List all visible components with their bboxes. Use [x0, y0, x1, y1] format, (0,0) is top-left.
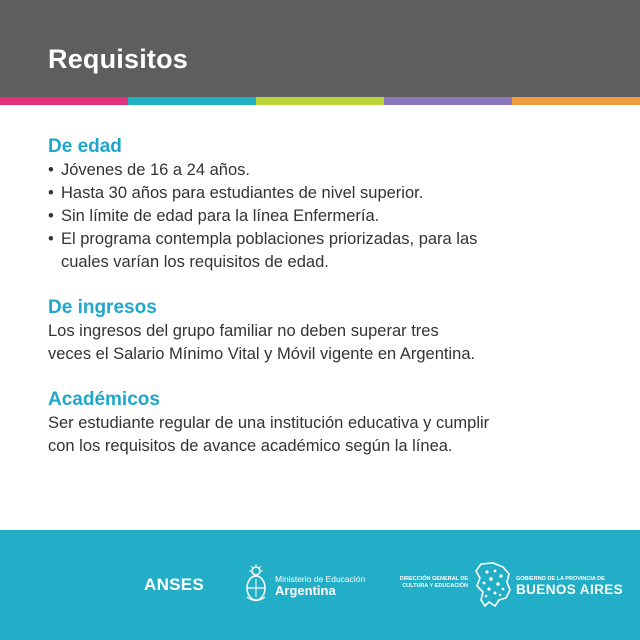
list-item-text: Jóvenes de 16 a 24 años. [61, 161, 250, 179]
section-title-edad: De edad [48, 136, 122, 157]
section-title-academicos: Académicos [48, 389, 160, 410]
requirements-content [48, 135, 608, 480]
section-text-academicos: Ser estudiante regular de una institución educativa y cumplir con los requisitos de avance académico según la línea. [48, 414, 490, 455]
list-item [48, 205, 608, 228]
direccion-general-logo [393, 576, 468, 590]
buenos-aires-map-icon [473, 562, 511, 608]
stripe-segment-lime [256, 97, 384, 105]
stripe-segment-orange [512, 97, 640, 105]
color-stripe [0, 97, 640, 105]
section-edad [48, 135, 608, 274]
argentina-seal-icon [244, 564, 268, 604]
bullet-icon: • [48, 161, 54, 179]
list-item-text: Sin límite de edad para la línea Enfermería. [61, 207, 380, 225]
section-ingresos [48, 296, 608, 366]
list-item-text: El programa contempla poblaciones priorizadas, para las cuales varían los requisitos de edad. [61, 230, 478, 271]
list-item-text: Hasta 30 años para estudiantes de nivel superior. [61, 184, 424, 202]
ministerio-educacion-logo [275, 574, 365, 598]
age-requirements-list [48, 159, 608, 274]
gobierno-buenos-aires-logo [516, 576, 623, 597]
direccion-line1: DIRECCIÓN GENERAL DE [399, 576, 468, 582]
list-item [48, 159, 608, 182]
direccion-line2: CULTURA Y EDUCACIÓN [402, 583, 468, 589]
bullet-icon: • [48, 184, 54, 202]
stripe-segment-teal [128, 97, 256, 105]
section-academicos [48, 388, 608, 458]
gobierno-line2: BUENOS AIRES [516, 582, 624, 597]
stripe-segment-pink [0, 97, 128, 105]
ministerio-line2: Argentina [275, 583, 336, 598]
footer-logos-bar [0, 530, 640, 640]
list-item [48, 228, 608, 274]
bullet-icon: • [48, 207, 54, 225]
section-title-ingresos: De ingresos [48, 297, 157, 318]
header-banner [0, 0, 640, 97]
section-text-ingresos: Los ingresos del grupo familiar no deben superar tres veces el Salario Mínimo Vital y Móvil vigente en Argentina. [48, 322, 476, 363]
stripe-segment-purple [384, 97, 512, 105]
bullet-icon: • [48, 230, 54, 248]
gobierno-line1: GOBIERNO DE LA PROVINCIA DE [516, 576, 605, 582]
anses-logo: ANSES [144, 575, 205, 594]
ministerio-line1: Ministerio de Educación [275, 574, 366, 584]
page-title: Requisitos [48, 44, 189, 74]
list-item [48, 182, 608, 205]
